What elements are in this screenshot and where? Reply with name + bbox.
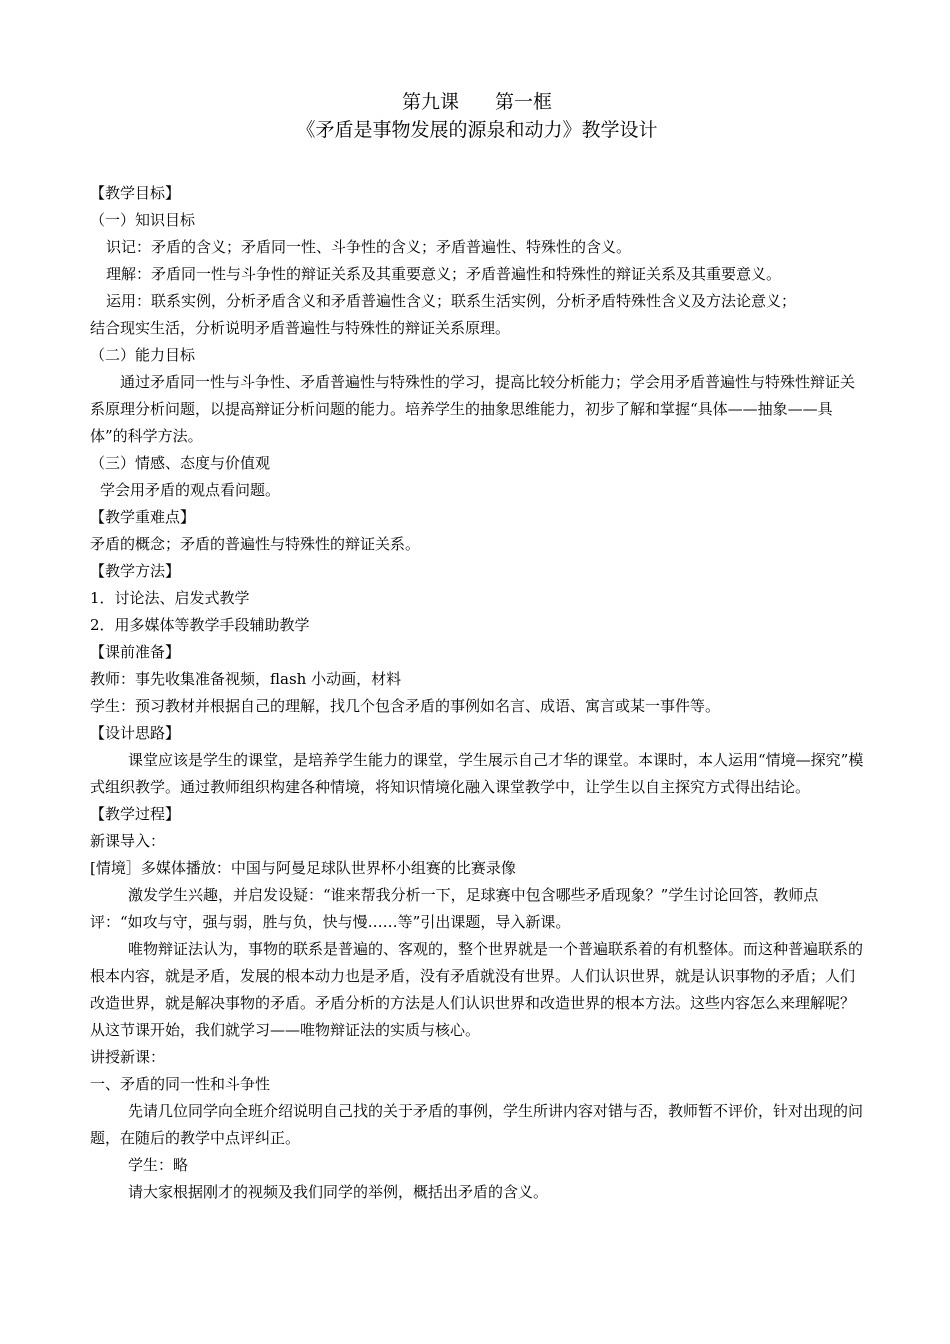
knowledge-recall: 识记：矛盾的含义；矛盾同一性、斗争性的含义；矛盾普遍性、特殊性的含义。 [106,238,632,256]
design-text: 课堂应该是学生的课堂，是培养学生能力的课堂，学生展示自己才华的课堂。本课时，本人运用“情境—探究”模式组织教学。通过教师组织构建各种情境，将知识情境化融入课堂教学中，让学生以自主探究方式得出结论。 [90,751,864,796]
preparation-student: 学生：预习教材并根据自己的理解，找几个包含矛盾的事例如名言、成语、寓言或某一事件等。 [90,697,721,715]
emotion-goals-text: 学会用矛盾的观点看问题。 [100,481,281,499]
lesson-number: 第九课 [401,91,459,113]
method-item-1: 1．讨论法、启发式教学 [90,589,250,607]
intro-label: 新课导入： [90,832,166,850]
goals-heading: 【教学目标】 [90,184,181,202]
lesson-title-line [90,88,864,116]
document-title: 《矛盾是事物发展的源泉和动力》教学设计 [296,119,658,141]
ability-goals-text: 通过矛盾同一性与斗争性、矛盾普遍性与特殊性的学习，提高比较分析能力；学会用矛盾普遍性与特殊性辩证关系原理分析问题，以提高辩证分析问题的能力。培养学生的抽象思维能力，初步了解和掌握“具体——抽象——具体”的科学方法。 [90,373,856,445]
section-1-paragraph-1: 先请几位同学向全班介绍说明自己找的关于矛盾的事例，学生所讲内容对错与否，教师暂不评价，针对出现的问题，在随后的教学中点评纠正。 [90,1102,864,1147]
intro-paragraph-1: 激发学生兴趣，并启发设疑：“谁来帮我分析一下，足球赛中包含哪些矛盾现象？”学生讨论回答，教师点评：“如攻与守，强与弱，胜与负，快与慢……等”引出课题，导入新课。 [90,886,819,931]
teach-label: 讲授新课： [90,1048,166,1066]
student-answer: 学生：略 [128,1156,189,1174]
process-heading: 【教学过程】 [90,805,181,823]
emotion-goals-heading: （三）情感、态度与价值观 [90,454,271,472]
design-heading: 【设计思路】 [90,724,181,742]
ability-goals-heading: （二）能力目标 [90,346,196,364]
knowledge-understand: 理解：矛盾同一性与斗争性的辩证关系及其重要意义；矛盾普遍性和特殊性的辩证关系及其重要意义。 [106,265,782,283]
preparation-heading: 【课前准备】 [90,643,181,661]
key-points-heading: 【教学重难点】 [90,508,196,526]
knowledge-apply: 运用：联系实例，分析矛盾含义和矛盾普遍性含义；联系生活实例，分析矛盾特殊性含义及方法论意义； [106,292,797,310]
frame-number: 第一框 [495,91,553,113]
scene-text: [情境］多媒体播放：中国与阿曼足球队世界杯小组赛的比赛录像 [90,859,516,877]
method-item-2: 2．用多媒体等教学手段辅助教学 [90,616,310,634]
methods-heading: 【教学方法】 [90,562,181,580]
preparation-teacher: 教师：事先收集准备视频，flash 小动画，材料 [90,670,402,688]
intro-paragraph-2: 唯物辩证法认为，事物的联系是普遍的、客观的，整个世界就是一个普遍联系着的有机整体。而这种普遍联系的根本内容，就是矛盾，发展的根本动力也是矛盾，没有矛盾就没有世界。人们认识世界，就是认识事物的矛盾；人们改造世界，就是解决事物的矛盾。矛盾分析的方法是人们认识世界和改造世界的根本方法。这些内容怎么来理解呢？从这节课开始，我们就学习——唯物辩证法的实质与核心。 [90,940,864,1039]
knowledge-apply-continued: 结合现实生活，分析说明矛盾普遍性与特殊性的辩证关系原理。 [90,319,511,337]
section-1-paragraph-2: 请大家根据刚才的视频及我们同学的举例，概括出矛盾的含义。 [128,1183,549,1201]
key-points-text: 矛盾的概念；矛盾的普遍性与特殊性的辩证关系。 [90,535,421,553]
knowledge-goals-heading: （一）知识目标 [90,211,196,229]
section-1-heading: 一、矛盾的同一性和斗争性 [90,1075,271,1093]
